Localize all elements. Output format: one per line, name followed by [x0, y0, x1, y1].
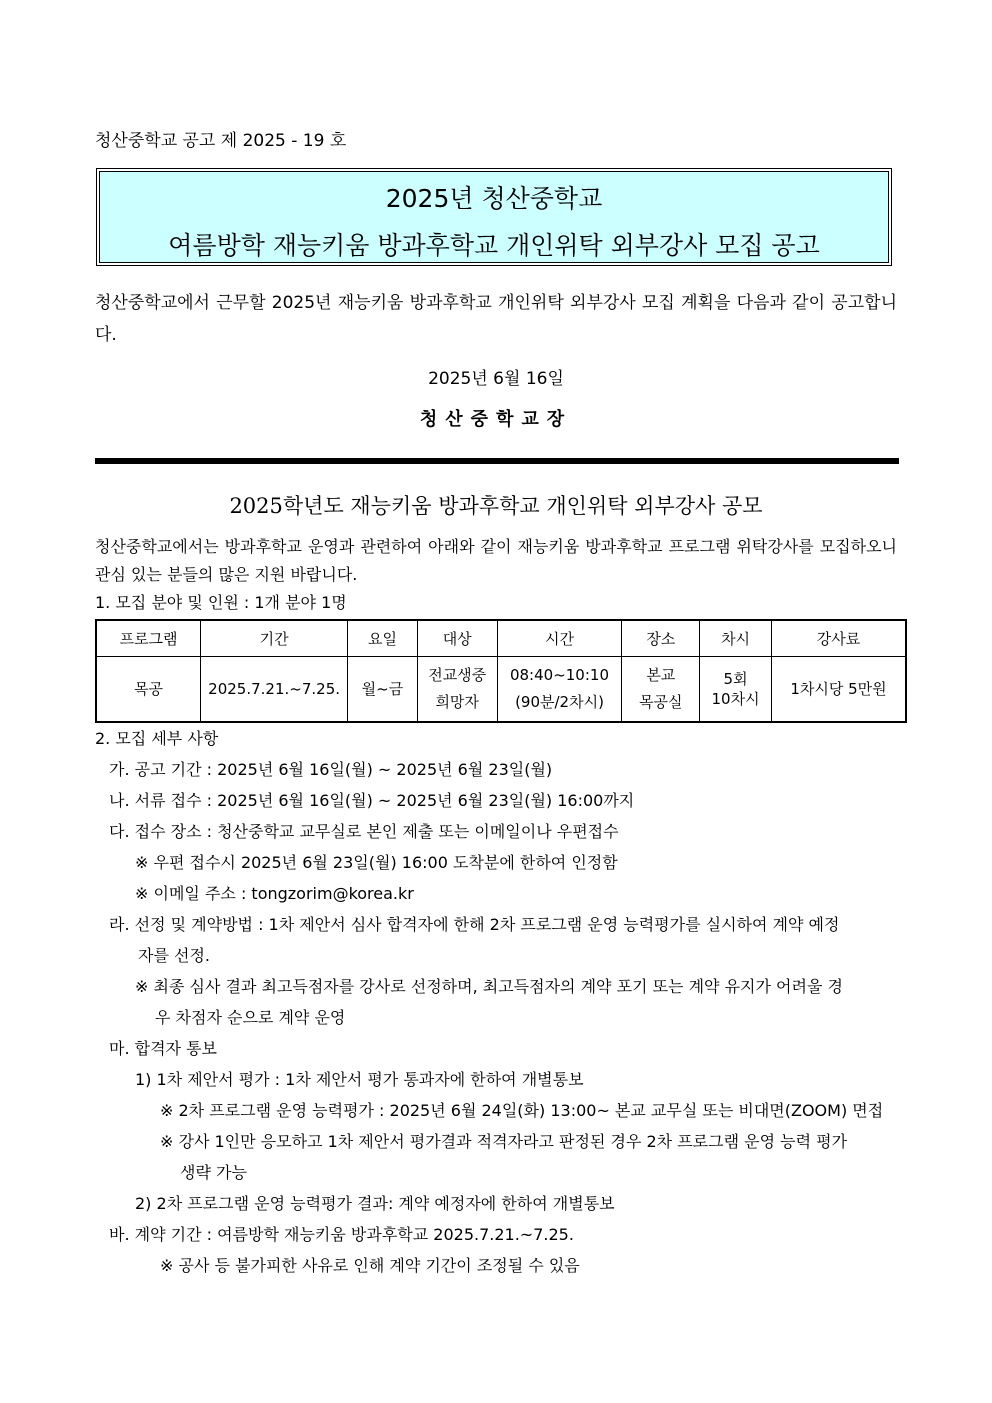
cell-program: 목공 [96, 657, 201, 723]
cell-place-line: 목공실 [639, 693, 683, 711]
detail-note: ※ 이메일 주소 : tongzorim@korea.kr [135, 884, 414, 903]
detail-item-b: 나. 서류 접수 : 2025년 6월 16일(월) ~ 2025년 6월 23일(월) 16:00까지 [109, 791, 635, 810]
cell-target [417, 657, 497, 723]
cell-time [497, 657, 622, 723]
intro-paragraph: 청산중학교에서 근무할 2025년 재능키움 방과후학교 개인위탁 외부강사 모집 계획을 다음과 같이 공고합니다. [95, 293, 897, 345]
recruit-intro: 청산중학교에서는 방과후학교 운영과 관련하여 아래와 같이 재능키움 방과후학교 프로그램 위탁강사를 모집하오니 관심 있는 분들의 많은 지원 바랍니다. [95, 537, 897, 584]
detail-note-cont: 우 차점자 순으로 계약 운영 [155, 1008, 346, 1027]
table-header: 대상 [417, 620, 497, 657]
title-line-1: 2025년 청산중학교 [385, 184, 603, 213]
cell-target-line: 희망자 [435, 693, 479, 711]
cell-sessions-line: 10차시 [711, 690, 760, 708]
detail-note: ※ 공사 등 불가피한 사유로 인해 계약 기간이 조정될 수 있음 [160, 1256, 580, 1275]
cell-place-line: 본교 [646, 666, 676, 684]
principal-signature: 청산중학교장 [419, 409, 573, 430]
detail-subitem: 2) 2차 프로그램 운영 능력평가 결과: 계약 예정자에 한하여 개별통보 [135, 1194, 615, 1213]
table-row [96, 657, 906, 723]
detail-item-a: 가. 공고 기간 : 2025년 6월 16일(월) ~ 2025년 6월 23일(월) [109, 760, 553, 779]
cell-period: 2025.7.21.~7.25. [201, 657, 348, 723]
detail-item-d-cont: 자를 선정. [138, 946, 210, 965]
detail-note: ※ 우편 접수시 2025년 6월 23일(월) 16:00 도착분에 한하여 인정함 [135, 853, 618, 872]
cell-place [622, 657, 700, 723]
detail-note-cont: 생략 가능 [180, 1163, 247, 1182]
cell-time-line: (90분/2차시) [515, 693, 604, 711]
detail-note: ※ 최종 심사 결과 최고득점자를 강사로 선정하며, 최고득점자의 계약 포기 또는 계약 유지가 어려울 경 [135, 977, 843, 996]
table-header: 차시 [700, 620, 772, 657]
detail-note: ※ 강사 1인만 응모하고 1차 제안서 평가결과 적격자라고 판정된 경우 2차 프로그램 운영 능력 평가 [160, 1132, 848, 1151]
detail-subitem: 1) 1차 제안서 평가 : 1차 제안서 평가 통과자에 한하여 개별통보 [135, 1070, 584, 1089]
title-box [96, 168, 892, 266]
notice-number: 청산중학교 공고 제 2025 - 19 호 [95, 131, 347, 151]
detail-item-f: 바. 계약 기간 : 여름방학 재능키움 방과후학교 2025.7.21.~7.25. [109, 1225, 574, 1244]
divider-rule [95, 458, 899, 464]
table-header: 프로그램 [96, 620, 201, 657]
notice-date: 2025년 6월 16일 [428, 369, 564, 389]
recruit-title: 2025학년도 재능키움 방과후학교 개인위탁 외부강사 공모 [229, 494, 763, 518]
program-table [95, 619, 907, 723]
table-header: 요일 [348, 620, 418, 657]
table-header: 강사료 [771, 620, 906, 657]
cell-time-line: 08:40~10:10 [509, 666, 609, 684]
detail-item-c: 다. 접수 장소 : 청산중학교 교무실로 본인 제출 또는 이메일이나 우편접수 [109, 822, 619, 841]
cell-days: 월~금 [348, 657, 418, 723]
table-header: 장소 [622, 620, 700, 657]
cell-fee: 1차시당 5만원 [771, 657, 906, 723]
table-header: 기간 [201, 620, 348, 657]
cell-sessions-line: 5회 [723, 670, 748, 688]
section-2-heading: 2. 모집 세부 사항 [95, 729, 219, 748]
title-line-2: 여름방학 재능키움 방과후학교 개인위탁 외부강사 모집 공고 [168, 231, 820, 260]
table-header: 시간 [497, 620, 622, 657]
detail-item-e: 마. 합격자 통보 [109, 1039, 217, 1058]
detail-item-d: 라. 선정 및 계약방법 : 1차 제안서 심사 합격자에 한해 2차 프로그램 운영 능력평가를 실시하여 계약 예정 [109, 915, 840, 934]
cell-sessions [700, 657, 772, 723]
detail-note: ※ 2차 프로그램 운영 능력평가 : 2025년 6월 24일(화) 13:00~ 본교 교무실 또는 비대면(ZOOM) 면접 [160, 1101, 884, 1120]
cell-target-line: 전교생중 [428, 666, 487, 684]
section-1-heading: 1. 모집 분야 및 인원 : 1개 분야 1명 [95, 593, 347, 612]
table-header-row [96, 620, 906, 657]
